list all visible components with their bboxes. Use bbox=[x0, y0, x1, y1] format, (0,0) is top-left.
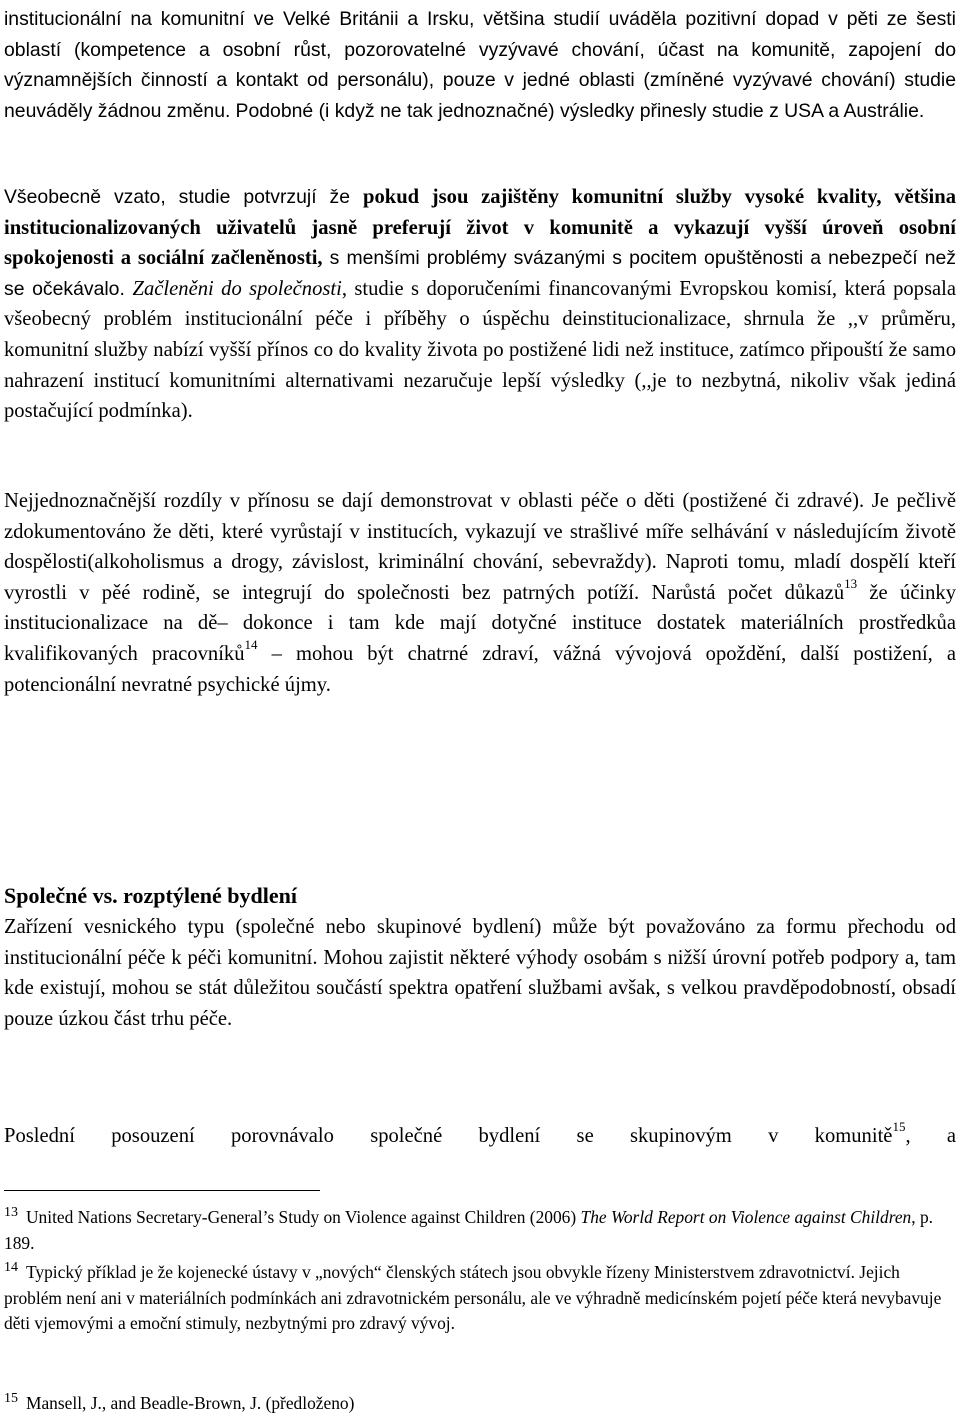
paragraph-2-mid: s menšími problémy svázanými s pocitem opuštěnosti a nebezpečí než se očekávalo. bbox=[4, 247, 957, 300]
paragraph-3-c: Naproti tomu, mladí dospělí kteří vyrostli v pěé rodině, se integrují do společnosti bez patrných potíží. bbox=[4, 551, 956, 604]
footnote-ref-15[interactable]: 15 bbox=[892, 1119, 906, 1135]
footnote-13 bbox=[4, 1205, 956, 1256]
paragraph-2-intro: Všeobecně vzato, studie potvrzují že bbox=[4, 186, 351, 208]
paragraph-2-end: , studie s doporučeními financovanými Evropskou komisí, která popsala všeobecný problém institucionální péče i příběhy o úspěchu deinstitucionalizace, shrnula že ,,v průměru, komunitní služby nabízí vyšší přínos co do kvality života po postižené lidi než instituce, zatímco připouští že samo nahrazení institucí komunitními alternativami nezaručuje lepší výsledky (,,je to nezbytná, nikoliv však jediná postačující podmínka). bbox=[4, 277, 956, 423]
paragraph-1-tail: Podobné (i když ne tak jednoznačné) výsledky přinesly studie z USA a Austrálie. bbox=[235, 99, 925, 122]
section-heading: Společné vs. rozptýlené bydlení bbox=[4, 883, 297, 908]
paragraph-4-b: Mohou zajistit některé výhody osobám s nižší úrovní potřeb podpory a, tam kde existují, mohou se stát důležitou součástí spektra opatření službami avšak, s velkou pravděpodobností, obsadí pouze úzkou část trhu péče. bbox=[4, 946, 956, 1030]
footnote-13-number: 13 bbox=[4, 1205, 18, 1221]
paragraph-2 bbox=[4, 182, 956, 427]
paragraph-3-a: Nejjednoznačnější rozdíly v přínosu se dají demonstrovat v oblasti péče o děti (postižené či zdravé). bbox=[4, 490, 865, 512]
paragraph-5-a: Poslední posouzení porovnávalo společné bydlení se skupinovým v komunitě bbox=[4, 1125, 893, 1147]
footnote-14-text: Typický příklad je že kojenecké ústavy v „nových“ členských státech jsou obvykle řízeny Ministerstvem zdravotnictví. bbox=[26, 1262, 855, 1282]
footnote-separator bbox=[4, 1190, 320, 1191]
paragraph-5 bbox=[4, 1121, 956, 1152]
paragraph-4 bbox=[4, 912, 956, 1034]
paragraph-3-e: že účinky institucionalizace na dě– dokonce i tam kde mají dotyčné instituce dostatek materiálních prostředkůa kvalifikovaných pracovníků bbox=[4, 581, 957, 665]
paragraph-3-b: Je pečlivě zdokumentováno že děti, které vyrůstají v institucích, vykazují ve strašlivé míře selhávání v následujícím životě dospělosti(alkoholismus a drogy, závislost, kriminální chování, sebevraždy). bbox=[4, 490, 956, 574]
paragraph-4-a: Zařízení vesnického typu (společné nebo skupinové bydlení) může být považováno za formu přechodu od institucionální péče k péči komunitní. bbox=[4, 916, 956, 969]
paragraph-1-text: institucionální na komunitní ve Velké Británii a Irsku, většina studií uváděla pozitivní dopad v pěti ze šesti oblastí (kompetence a osobní růst, pozorovatelné vyzývavé chování, účast na komunitě, zapojení do významnějších činností a kontakt od personálu), pouze v jedné oblasti (zmíněné vyzývavé chování) studie neuváděly žádnou změnu. bbox=[4, 8, 956, 122]
footnote-ref-14[interactable]: 14 bbox=[244, 637, 258, 653]
paragraph-3-f: – mohou být chatrné zdraví, vážná vývojová opoždění, další postižení, a potencionální nevratné psychické újmy. bbox=[4, 642, 957, 696]
paragraph-3 bbox=[4, 486, 956, 700]
footnote-13-text: United Nations Secretary-General’s Study on Violence against Children (2006) bbox=[26, 1207, 577, 1227]
footnote-15 bbox=[4, 1391, 956, 1417]
paragraph-3-d: Narůstá počet důkazů bbox=[651, 581, 845, 604]
paragraph-2-bold: pokud jsou zajištěny komunitní služby vysoké kvality, většina institucionalizovaných uživatelů jasně preferují život v komunitě a vykazují vyšší úroveň osobní spokojenosti a sociální začleněnosti, bbox=[4, 186, 956, 270]
footnote-13-tail: , p. 189. bbox=[4, 1207, 933, 1253]
footnote-15-number: 15 bbox=[4, 1391, 18, 1407]
footnote-14-text2: Jejich problém není ani v materiálních podmínkách ani zdravotnickém personálu, ale ve výhradně medicínském pojetí péče která nevybavuje děti vjemovými a emoční stimuly, nezbytnými pro zdravý vývoj. bbox=[4, 1262, 942, 1333]
paragraph-1 bbox=[4, 4, 956, 126]
paragraph-5-b: , a bbox=[905, 1125, 956, 1147]
footnote-13-title: The World Report on Violence against Children bbox=[580, 1207, 912, 1227]
paragraph-2-italic: Začleněni do společnosti bbox=[132, 277, 342, 300]
footnote-14 bbox=[4, 1260, 956, 1337]
footnote-ref-13[interactable]: 13 bbox=[844, 575, 858, 591]
footnote-14-number: 14 bbox=[4, 1260, 18, 1276]
footnote-15-text: Mansell, J., and Beadle-Brown, J. (předloženo) bbox=[26, 1393, 355, 1413]
